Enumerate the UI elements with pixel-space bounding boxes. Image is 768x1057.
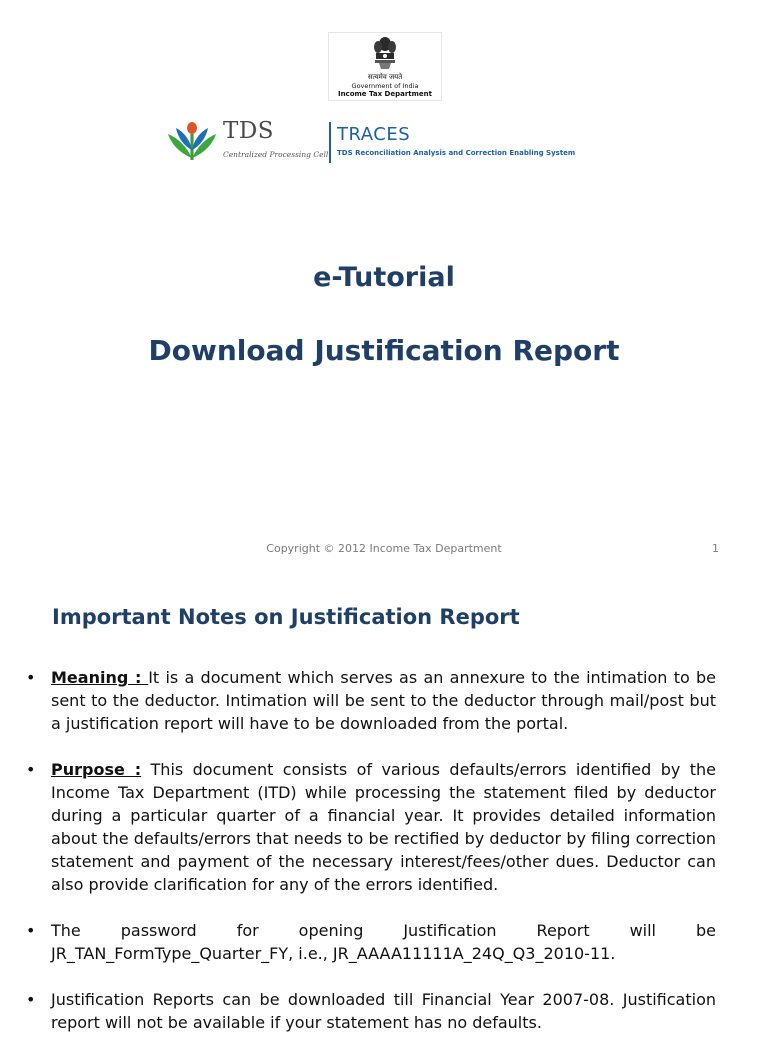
notes-bullet-list [26, 666, 716, 1057]
tds-logo-name: TDS [223, 118, 275, 144]
tds-logo-subtitle: Centralized Processing Cell [223, 150, 329, 159]
bullet-dot-icon: • [26, 760, 36, 779]
notes-heading: Important Notes on Justification Report [52, 605, 520, 629]
slide-title: e-Tutorial [313, 262, 455, 293]
emblem-motto: सत्यमेव जयते [367, 73, 403, 81]
copyright-footer: Copyright © 2012 Income Tax Department [266, 542, 502, 555]
logo-divider [329, 122, 331, 163]
bullet-dot-icon: • [26, 990, 36, 1009]
emblem-department: Income Tax Department [337, 90, 433, 98]
page-number: 1 [712, 542, 719, 555]
traces-logo-name: TRACES [337, 124, 411, 145]
bullet-download-availability [26, 988, 716, 1034]
bullet-dot-icon: • [26, 921, 36, 940]
bullet-text: Justification Reports can be downloaded till Financial Year 2007-08. Justification report will not be available if your statement has no defaults. [51, 990, 716, 1032]
bullet-text: This document consists of various defaults/errors identified by the Income Tax Department (ITD) while processing the statement filed by deductor during a particular quarter of a financial year. It provides detailed information about the defaults/errors that needs to be rectified by deductor by filing correction statement and payment of the necessary interest/fees/other dues. Deductor can also provide clarification for any of the errors identified. [51, 760, 716, 894]
bullet-purpose [26, 758, 716, 896]
bullet-meaning [26, 666, 716, 735]
slide-2 [0, 575, 768, 1032]
national-emblem-icon [371, 35, 399, 71]
bullet-password [26, 919, 716, 965]
bullet-text: It is a document which serves as an annexure to the intimation to be sent to the deductor. Intimation will be sent to the deductor through mail/post but a justification report will have to be downloaded from the portal. [51, 668, 717, 733]
bullet-text: The password for opening Justification Report will be JR_TAN_FormType_Quarter_FY, i.e., JR_AAAA11111A_24Q_Q3_2010-11. [51, 921, 716, 963]
emblem-government: Government of India [351, 82, 419, 90]
traces-logo-subtitle: TDS Reconciliation Analysis and Correction Enabling System [337, 149, 576, 157]
government-emblem [328, 32, 442, 101]
bullet-term: Purpose : [51, 760, 142, 779]
bullet-dot-icon: • [26, 668, 36, 687]
tds-flower-logo-icon [164, 120, 220, 162]
bullet-term: Meaning : [51, 668, 149, 687]
slide-subtitle: Download Justification Report [148, 334, 620, 367]
